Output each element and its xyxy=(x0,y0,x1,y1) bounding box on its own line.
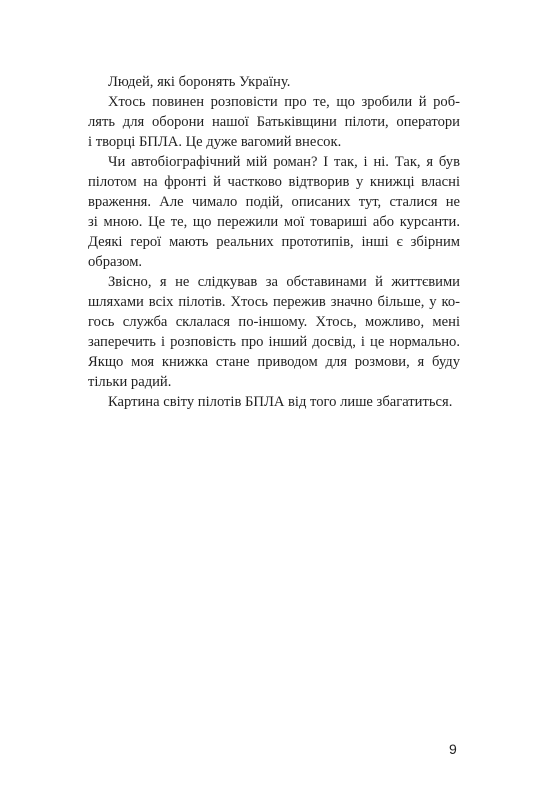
text-line: тільки радий. xyxy=(88,374,172,390)
text-line: образом. xyxy=(88,254,143,270)
text-line: Деякі герої мають реальних прототипів, інші є збірним xyxy=(88,234,460,250)
page-number: 9 xyxy=(449,741,457,757)
text-line: Чи автобіографічний мій роман? І так, і ні. Так, я був xyxy=(108,154,460,170)
paragraph-5 xyxy=(88,392,460,412)
text-line: Якщо моя книжка стане приводом для розмови, я буду xyxy=(88,354,460,370)
text-line: Людей, які боронять Україну. xyxy=(108,74,291,90)
paragraph-3 xyxy=(88,152,460,272)
text-line: і творці БПЛА. Це дуже вагомий внесок. xyxy=(88,134,342,150)
text-line: Звісно, я не слідкував за обставинами й життєвими xyxy=(108,274,460,290)
text-line: зі мною. Це те, що пережили мої товариші або курсанти. xyxy=(88,214,460,230)
paragraph-4 xyxy=(88,272,460,392)
text-line: пілотом на фронті й частково відтворив у книжці власні xyxy=(88,174,460,190)
text-line: лять для оборони нашої Батьківщини пілоти, оператори xyxy=(88,114,460,130)
text-line: заперечить і розповість про інший досвід, і це нормально. xyxy=(88,334,460,350)
text-line: гось служба склалася по-іншому. Хтось, можливо, мені xyxy=(88,314,460,330)
text-line: Хтось повинен розповісти про те, що зробили й роб- xyxy=(108,94,460,110)
text-line: враження. Але чимало подій, описаних тут, сталися не xyxy=(88,194,460,210)
body-text xyxy=(88,72,460,412)
text-line: Картина світу пілотів БПЛА від того лише збагатиться. xyxy=(108,394,453,410)
paragraph-2 xyxy=(88,92,460,152)
text-line: шляхами всіх пілотів. Хтось пережив значно більше, у ко- xyxy=(88,294,460,310)
paragraph-1 xyxy=(88,72,460,92)
